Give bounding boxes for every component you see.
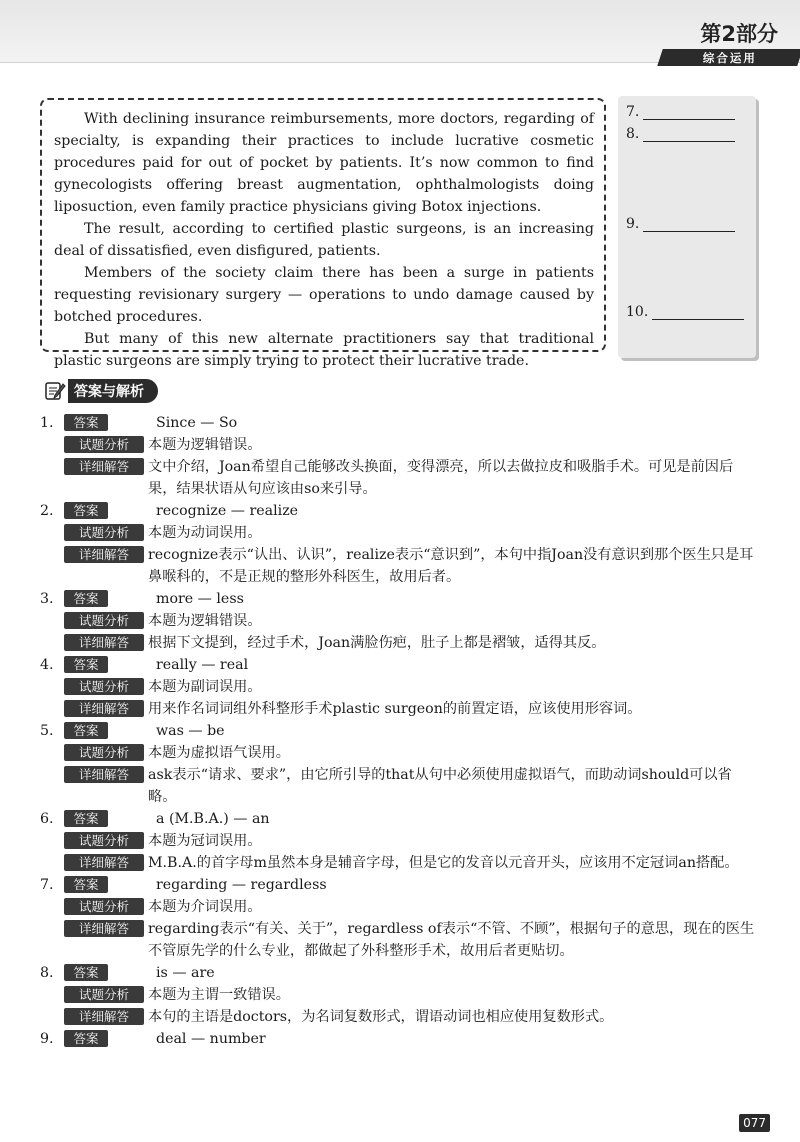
detail-text: 根据下文提到，经过手术，Joan满脸伤疤，肚子上都是褶皱，适得其反。	[148, 635, 606, 651]
blank-line	[643, 217, 735, 232]
answer-tag: 答案	[64, 502, 108, 519]
item-number: 6.	[40, 811, 54, 827]
answer-item	[40, 808, 760, 874]
answer-tag: 答案	[64, 964, 108, 981]
analysis-text: 本题为介词误用。	[148, 899, 262, 915]
answer-value: recognize — realize	[156, 503, 299, 519]
answer-item	[40, 412, 760, 500]
analysis-text: 本题为副词误用。	[148, 679, 262, 695]
item-number: 4.	[40, 657, 54, 673]
passage-paragraph: Members of the society claim there has been a surge in patients requesting revisionary surgery — operations to undo damage caused by botched procedures.	[54, 265, 594, 325]
answer-value: a (M.B.A.) — an	[156, 811, 270, 827]
analysis-text: 本题为动词误用。	[148, 525, 262, 541]
blank-line	[643, 105, 735, 120]
analysis-text: 本题为逻辑错误。	[148, 613, 262, 629]
passage-paragraph: The result, according to certified plastic surgeons, is an increasing deal of dissatisfied, even disfigured, patients.	[54, 221, 594, 259]
detail-text: ask表示“请求、要求”，由它所引导的that从句中必须使用虚拟语气，而助动词should可以省略。	[148, 767, 732, 805]
answers-header	[44, 378, 158, 404]
answer-item	[40, 962, 760, 1028]
detail-text: 用来作名词词组外科整形手术plastic surgeon的前置定语，应该使用形容词。	[148, 701, 642, 717]
blank-number: 8.	[626, 126, 640, 142]
item-number: 3.	[40, 591, 54, 607]
part-title: 第2部分	[700, 22, 778, 46]
detail-tag: 详细解答	[64, 920, 144, 937]
blank-number: 9.	[626, 216, 640, 232]
item-number: 9.	[40, 1031, 54, 1047]
analysis-tag: 试题分析	[64, 436, 144, 453]
blank-9	[626, 216, 735, 232]
analysis-tag: 试题分析	[64, 524, 144, 541]
detail-tag: 详细解答	[64, 546, 144, 563]
blank-panel	[618, 96, 756, 358]
detail-tag: 详细解答	[64, 766, 144, 783]
detail-text: 文中介绍，Joan希望自己能够改头换面，变得漂亮，所以去做拉皮和吸脂手术。可见是前因后果，结果状语从句应该由so来引导。	[148, 459, 734, 497]
detail-tag: 详细解答	[64, 854, 144, 871]
blank-number: 10.	[626, 304, 649, 320]
answer-item	[40, 1028, 760, 1050]
pencil-icon	[44, 380, 66, 402]
passage-box	[40, 98, 606, 369]
section-tab	[657, 49, 800, 66]
analysis-text: 本题为主谓一致错误。	[148, 987, 290, 1003]
answers-title: 答案与解析	[68, 379, 158, 403]
answer-item	[40, 874, 760, 962]
answer-tag: 答案	[64, 414, 108, 431]
answer-value: was — be	[156, 723, 225, 739]
detail-tag: 详细解答	[64, 458, 144, 475]
detail-tag: 详细解答	[64, 634, 144, 651]
answer-tag: 答案	[64, 656, 108, 673]
item-number: 2.	[40, 503, 54, 519]
answer-item	[40, 654, 760, 720]
passage-paragraph: With declining insurance reimbursements, more doctors, regarding of specialty, is expanding their practices to include lucrative cosmetic procedures paid for out of pocket by patients. It’s now common to find gynecologists offering breast augmentation, ophthalmologists doing liposuction, even family practice physicians giving Botox injections.	[54, 111, 594, 215]
analysis-text: 本题为冠词误用。	[148, 833, 262, 849]
detail-tag: 详细解答	[64, 700, 144, 717]
answer-value: more — less	[156, 591, 244, 607]
answer-value: is — are	[156, 965, 215, 981]
answer-tag: 答案	[64, 876, 108, 893]
answer-value: really — real	[156, 657, 249, 673]
answer-tag: 答案	[64, 810, 108, 827]
blank-line	[652, 305, 744, 320]
answer-item	[40, 588, 760, 654]
section-tab-label: 综合运用	[703, 50, 757, 65]
answer-tag: 答案	[64, 590, 108, 607]
detail-text: regarding表示“有关、关于”，regardless of表示“不管、不顾”，根据句子的意思，现在的医生不管原先学的什么专业，都做起了外科整形手术，故用后者更贴切。	[148, 921, 755, 959]
answer-tag: 答案	[64, 722, 108, 739]
page-number: 077	[739, 1114, 770, 1132]
blank-10	[626, 304, 744, 320]
detail-tag: 详细解答	[64, 1008, 144, 1025]
answer-value: deal — number	[156, 1031, 266, 1047]
answer-item	[40, 720, 760, 808]
blank-7	[626, 104, 735, 120]
analysis-tag: 试题分析	[64, 678, 144, 695]
analysis-tag: 试题分析	[64, 744, 144, 761]
analysis-text: 本题为虚拟语气误用。	[148, 745, 290, 761]
blank-8	[626, 126, 735, 142]
answer-tag: 答案	[64, 1030, 108, 1047]
analysis-tag: 试题分析	[64, 898, 144, 915]
answers-list	[40, 412, 760, 1050]
detail-text: M.B.A.的首字母m虽然本身是辅音字母，但是它的发音以元音开头，应该用不定冠词an搭配。	[148, 855, 739, 871]
item-number: 8.	[40, 965, 54, 981]
item-number: 5.	[40, 723, 54, 739]
passage-paragraph: But many of this new alternate practitioners say that traditional plastic surgeons are simply trying to protect their lucrative trade.	[54, 331, 594, 369]
blank-number: 7.	[626, 104, 640, 120]
answer-value: regarding — regardless	[156, 877, 327, 893]
answer-value: Since — So	[156, 415, 238, 431]
item-number: 1.	[40, 415, 54, 431]
item-number: 7.	[40, 877, 54, 893]
answer-item	[40, 500, 760, 588]
blank-line	[643, 127, 735, 142]
analysis-tag: 试题分析	[64, 986, 144, 1003]
analysis-tag: 试题分析	[64, 832, 144, 849]
analysis-text: 本题为逻辑错误。	[148, 437, 262, 453]
analysis-tag: 试题分析	[64, 612, 144, 629]
detail-text: 本句的主语是doctors，为名词复数形式，谓语动词也相应使用复数形式。	[148, 1009, 614, 1025]
detail-text: recognize表示“认出、认识”，realize表示“意识到”，本句中指Joan没有意识到那个医生只是耳鼻喉科的，不是正规的整形外科医生，故用后者。	[148, 547, 754, 585]
